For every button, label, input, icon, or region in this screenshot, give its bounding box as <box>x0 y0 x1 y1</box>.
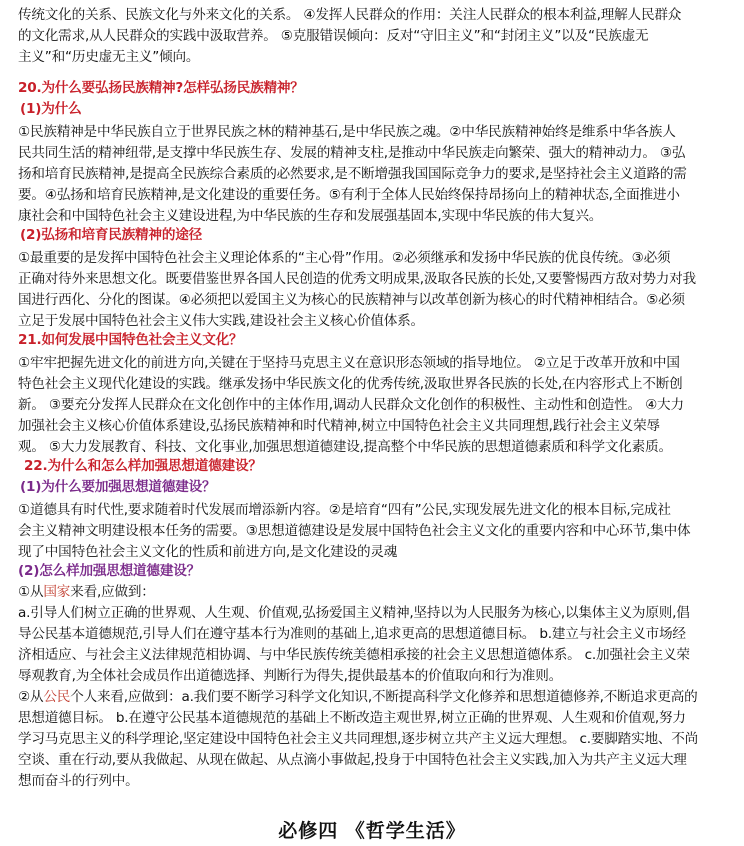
paragraph-line: 辱观教育,为全体社会成员作出道德选择、判断行为得失,提供最基本的价值取向和行为准则。 <box>18 668 562 684</box>
paragraph-line: 立足于发展中国特色社会主义伟大实践,建设社会主义核心价值体系。 <box>18 313 424 329</box>
paragraph-line: ①牢牢把握先进文化的前进方向,关键在于坚持马克思主义在意识形态领域的指导地位。 ②立足于改革开放和中国 <box>18 355 680 371</box>
paragraph-line: a.引导人们树立正确的世界观、人生观、价值观,弘扬爱国主义精神,坚持以为人民服务为核心,以集体主义为原则,倡 <box>18 605 690 621</box>
question-20-heading: 20.为什么要弘扬民族精神?怎样弘扬民族精神？ <box>18 80 304 96</box>
keyword-citizen: 公民 <box>43 689 71 705</box>
question-21-heading: 21.如何发展中国特色社会主义文化？ <box>18 332 243 348</box>
paragraph-line: 正确对待外来思想文化。既要借鉴世界各国人民创造的优秀文明成果,汲取各民族的长处,又要警惕西方敌对势力对我 <box>18 271 696 287</box>
citizen-perspective-line <box>18 687 698 708</box>
question-22-sub2-heading: (2)怎么样加强思想道德建设？ <box>18 563 201 579</box>
country-prefix: ①从 <box>18 584 44 600</box>
paragraph-line: 现了中国特色社会主义文化的性质和前进方向,是文化建设的灵魂 <box>18 544 398 560</box>
paragraph-line: 国进行西化、分化的图谋。④必须把以爱国主义为核心的民族精神与以改革创新为核心的时代精神相结合。⑤必须 <box>18 292 685 308</box>
paragraph-line: 特色社会主义现代化建设的实践。继承发扬中华民族文化的优秀传统,汲取世界各民族的长处,在内容形式上不断创 <box>18 376 683 392</box>
intro-line: 传统文化的关系、民族文化与外来文化的关系。 ④发挥人民群众的作用：关注人民群众的根本利益,理解人民群众 <box>18 7 682 23</box>
paragraph-line: 导公民基本道德规范,引导人们在遵守基本行为准则的基础上,追求更高的思想道德目标。 b.建立与社会主义市场经 <box>18 626 686 642</box>
paragraph-line: 新。 ③要充分发挥人民群众在文化创作中的主体作用,调动人民群众文化创作的积极性、主动性和创造性。 ④大力 <box>18 397 684 413</box>
section-title: 必修四 《哲学生活》 <box>278 820 466 842</box>
country-perspective-line <box>18 582 155 603</box>
paragraph-line: 思想道德目标。 b.在遵守公民基本道德规范的基础上不断改造主观世界,树立正确的世界观、人生观和价值观,努力 <box>18 710 686 726</box>
question-20-sub2-heading: (2)弘扬和培育民族精神的途径 <box>20 227 203 243</box>
paragraph-line: 空谈、重在行动,要从我做起、从现在做起、从点滴小事做起,投身于中国特色社会主义实践,加入为共产主义远大理 <box>18 752 687 768</box>
paragraph-line: 学习马克思主义的科学理论,坚定建设中国特色社会主义共同理想,逐步树立共产主义远大理想。 c.要脚踏实地、不尚 <box>18 731 699 747</box>
keyword-country: 国家 <box>43 584 71 600</box>
paragraph-line: 会主义精神文明建设根本任务的需要。③思想道德建设是发展中国特色社会主义文化的重要内容和中心环节,集中体 <box>18 523 691 539</box>
paragraph-line: 观。 ⑤大力发展教育、科技、文化事业,加强思想道德建设,提高整个中华民族的思想道德素质和科学文化素质。 <box>18 439 672 455</box>
intro-line: 的文化需求,从人民群众的实践中汲取营养。 ⑤克服错误倾向：反对“守旧主义”和“封闭主义”以及“民族虚无 <box>18 28 649 44</box>
paragraph-line: 康社会和中国特色社会主义建设进程,为中华民族的生存和发展强基固本,实现中华民族的伟大复兴。 <box>18 208 603 224</box>
paragraph-line: 要。④弘扬和培育民族精神,是文化建设的重要任务。⑤有利于全体人民始终保持昂扬向上的精神状态,全面推进小 <box>18 187 680 203</box>
paragraph-line: 想而奋斗的行列中。 <box>18 773 139 789</box>
paragraph-line: 扬和培育民族精神,是提高全民族综合素质的必然要求,是不断增强我国国际竞争力的要求,是坚持社会主义道路的需 <box>18 166 687 182</box>
paragraph-line: ①民族精神是中华民族自立于世界民族之林的精神基石,是中华民族之魂。②中华民族精神始终是维系中华各族人 <box>18 124 676 140</box>
country-suffix: 来看,应做到： <box>70 584 155 600</box>
question-20-sub1-heading: (1)为什么 <box>20 101 82 117</box>
citizen-prefix: ②从 <box>18 689 44 705</box>
question-22-heading: 22.为什么和怎么样加强思想道德建设？ <box>24 458 262 474</box>
question-22-sub1-heading: (1)为什么要加强思想道德建设？ <box>20 479 216 495</box>
paragraph-line: 民共同生活的精神纽带,是支撑中华民族生存、发展的精神支柱,是推动中华民族走向繁荣、强大的精神动力。 ③弘 <box>18 145 686 161</box>
paragraph-line: 济相适应、与社会主义法律规范相协调、与中华民族传统美德相承接的社会主义思想道德体系。 c.加强社会主义荣 <box>18 647 690 663</box>
paragraph-line: ①最重要的是发挥中国特色社会主义理论体系的“主心骨”作用。②必须继承和发扬中华民族的优良传统。③必须 <box>18 250 671 266</box>
citizen-suffix: 个人来看,应做到：a.我们要不断学习科学文化知识,不断提高科学文化修养和思想道德修养,不断追求更高的 <box>70 689 698 705</box>
intro-line: 主义”和“历史虚无主义”倾向。 <box>18 49 200 65</box>
paragraph-line: 加强社会主义核心价值体系建设,弘扬民族精神和时代精神,树立中国特色社会主义共同理想,践行社会主义荣辱 <box>18 418 660 434</box>
paragraph-line: ①道德具有时代性,要求随着时代发展而增添新内容。②是培育“四有”公民,实现发展先进文化的根本目标,完成社 <box>18 502 671 518</box>
